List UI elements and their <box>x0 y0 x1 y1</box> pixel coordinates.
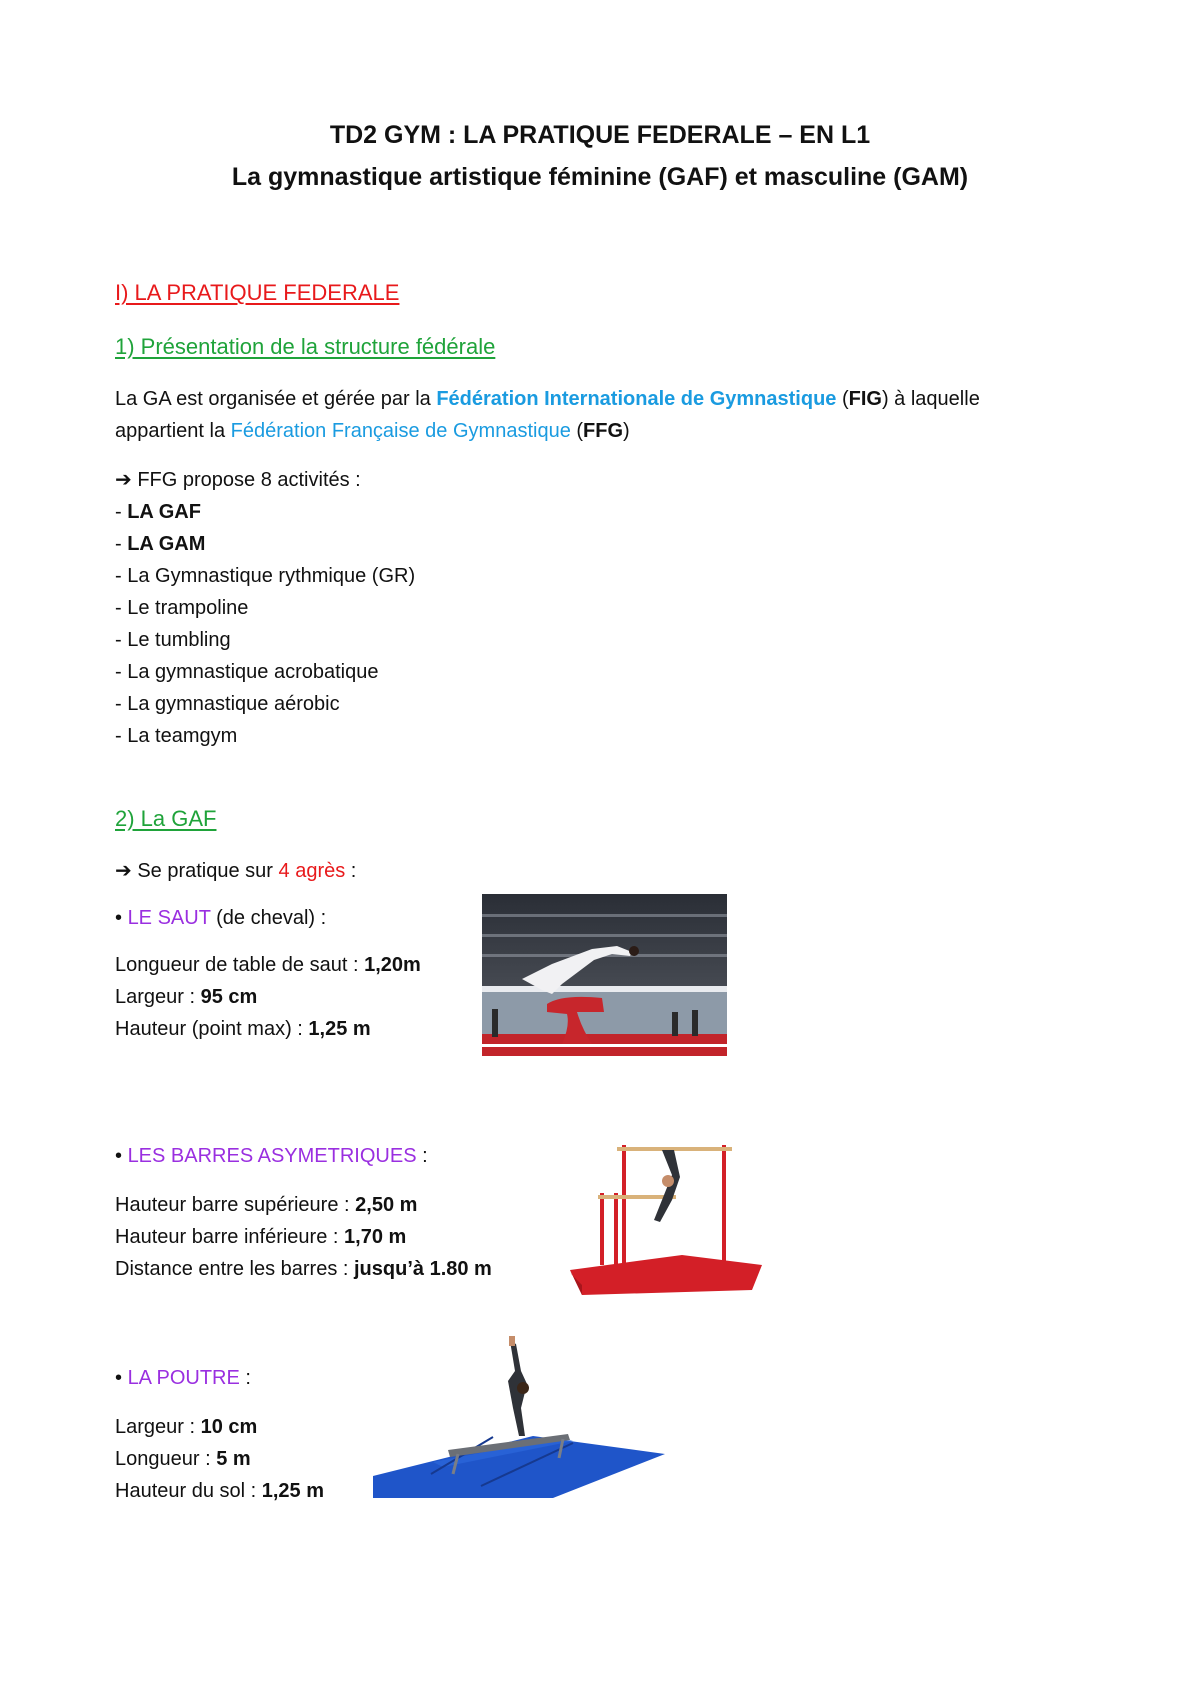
spec-row <box>115 1479 324 1503</box>
spec-value: jusqu’à 1.80 m <box>354 1258 492 1280</box>
activity-label: Le trampoline <box>127 597 249 619</box>
bullet: • <box>115 1367 128 1389</box>
list-dash: - <box>115 693 128 715</box>
activity-label: Le tumbling <box>127 629 231 651</box>
barres-heading <box>115 1144 428 1168</box>
vault-photo <box>482 894 727 1056</box>
list-item <box>115 628 231 652</box>
uneven-bars-illustration <box>562 1115 769 1310</box>
fig-name: Fédération Internationale de Gymnastique <box>436 388 837 410</box>
list-dash: - <box>115 725 128 747</box>
spec-row <box>115 1415 257 1439</box>
spec-value: 5 m <box>216 1448 251 1470</box>
spec-label: Distance entre les barres : <box>115 1258 354 1280</box>
sub2-heading: 2) La GAF <box>115 806 217 831</box>
list-item <box>115 692 340 716</box>
activity-label: LA GAM <box>127 533 206 555</box>
para-text: ) <box>623 420 630 442</box>
spec-label: Hauteur barre inférieure : <box>115 1226 345 1248</box>
list-item <box>115 724 237 748</box>
list-item <box>115 660 379 684</box>
spec-row <box>115 985 257 1009</box>
list-item <box>115 564 415 588</box>
ffg-name: Fédération Française de Gymnastique <box>230 420 571 442</box>
balance-beam-illustration <box>373 1336 665 1498</box>
para-text: ) à laquelle <box>881 388 980 410</box>
ffg-abbr: FFG <box>583 420 624 442</box>
gaf-intro <box>115 859 356 883</box>
list-dash: - <box>115 597 128 619</box>
gaf-intro-text: ➔ Se pratique sur <box>115 860 279 882</box>
poutre-heading <box>115 1366 251 1390</box>
activity-label: LA GAF <box>127 501 201 523</box>
activity-label: La gymnastique aérobic <box>127 693 340 715</box>
para-text: ( <box>570 420 584 442</box>
doc-title-line2: La gymnastique artistique féminine (GAF) et masculine (GAM) <box>231 163 969 191</box>
activity-label: La Gymnastique rythmique (GR) <box>127 565 416 587</box>
spec-row <box>115 1257 492 1281</box>
spec-row <box>115 1017 371 1041</box>
bullet: • <box>115 907 128 929</box>
intro-paragraph-line1 <box>115 387 980 411</box>
section1-heading: I) LA PRATIQUE FEDERALE <box>115 280 400 305</box>
sub1-heading: 1) Présentation de la structure fédérale <box>115 334 496 359</box>
saut-heading <box>115 906 326 930</box>
para-text: La GA est organisée et gérée par la <box>115 388 437 410</box>
apparatus-suffix: : <box>416 1145 428 1167</box>
list-dash: - <box>115 501 128 523</box>
spec-value: 1,20m <box>364 954 421 976</box>
list-dash: - <box>115 661 128 683</box>
apparatus-name: LE SAUT <box>127 907 211 929</box>
gaf-intro-text: : <box>345 860 357 882</box>
activity-label: La gymnastique acrobatique <box>127 661 379 683</box>
spec-row <box>115 1225 406 1249</box>
spec-value: 1,70 m <box>344 1226 407 1248</box>
spec-label: Hauteur du sol : <box>115 1480 262 1502</box>
apparatus-suffix: (de cheval) : <box>210 907 327 929</box>
apparatus-name: LA POUTRE <box>127 1367 240 1389</box>
spec-value: 10 cm <box>200 1416 258 1438</box>
spec-value: 1,25 m <box>261 1480 325 1502</box>
bullet: • <box>115 1145 128 1167</box>
list-item <box>115 532 205 556</box>
spec-value: 2,50 m <box>355 1194 418 1216</box>
spec-value: 1,25 m <box>308 1018 371 1040</box>
list-item <box>115 500 201 524</box>
vault-photo-illustration <box>482 894 727 1056</box>
spec-label: Largeur : <box>115 1416 201 1438</box>
spec-label: Hauteur barre supérieure : <box>115 1194 356 1216</box>
list-dash: - <box>115 629 128 651</box>
spec-label: Longueur de table de saut : <box>115 954 365 976</box>
spec-label: Longueur : <box>115 1448 217 1470</box>
para-text: ( <box>836 388 849 410</box>
spec-row <box>115 1447 251 1471</box>
apparatus-name: LES BARRES ASYMETRIQUES <box>127 1145 417 1167</box>
activities-intro: ➔ FFG propose 8 activités : <box>115 469 361 491</box>
spec-label: Largeur : <box>115 986 201 1008</box>
balance-beam-photo <box>373 1336 665 1498</box>
spec-row <box>115 1193 417 1217</box>
spec-label: Hauteur (point max) : <box>115 1018 309 1040</box>
apparatus-suffix: : <box>239 1367 251 1389</box>
uneven-bars-photo <box>562 1115 769 1310</box>
apparatus-count: 4 agrès <box>278 860 346 882</box>
list-dash: - <box>115 565 128 587</box>
activity-label: La teamgym <box>127 725 238 747</box>
fig-abbr: FIG <box>848 388 882 410</box>
list-dash: - <box>115 533 128 555</box>
para-text: appartient la <box>115 420 231 442</box>
intro-paragraph-line2 <box>115 419 630 443</box>
spec-value: 95 cm <box>200 986 258 1008</box>
spec-row <box>115 953 421 977</box>
list-item <box>115 596 248 620</box>
doc-title-line1: TD2 GYM : LA PRATIQUE FEDERALE – EN L1 <box>329 121 871 149</box>
